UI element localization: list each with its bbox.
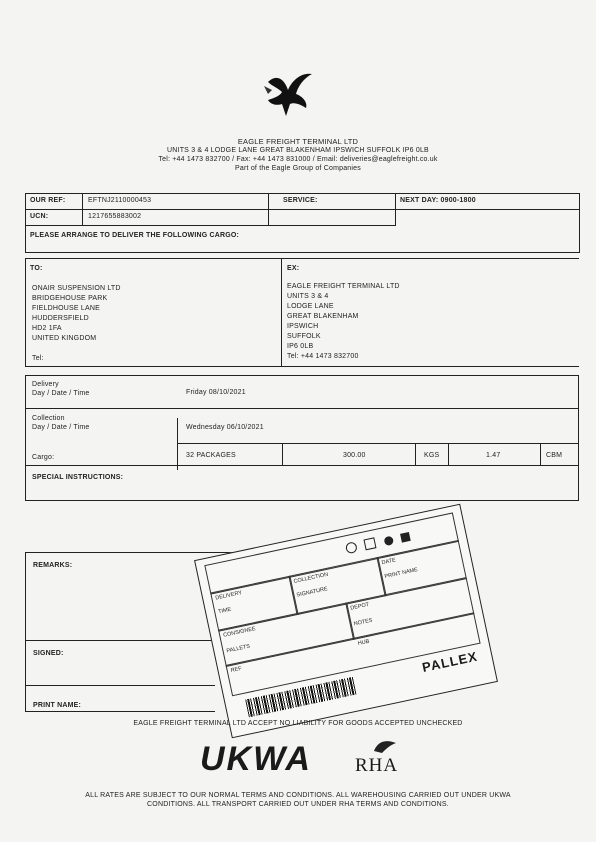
ex-line: EAGLE FREIGHT TERMINAL LTD bbox=[287, 283, 400, 290]
stamp-field: DEPOT bbox=[349, 601, 370, 612]
pallex-label: PALLEX bbox=[420, 648, 480, 675]
stamp-field: DELIVERY bbox=[214, 590, 243, 602]
company-address: UNITS 3 & 4 LODGE LANE GREAT BLAKENHAM IPSWICH SUFFOLK IP6 0LB bbox=[167, 147, 429, 154]
ex-line: LODGE LANE bbox=[287, 303, 334, 310]
service-label: SERVICE: bbox=[283, 197, 318, 204]
special-instructions-label: SPECIAL INSTRUCTIONS: bbox=[32, 474, 124, 481]
ucn-label: UCN: bbox=[30, 213, 49, 220]
rha-emblem-icon bbox=[370, 735, 400, 755]
ukwa-logo: UKWA bbox=[200, 740, 312, 778]
stamp-field: PALLETS bbox=[226, 643, 251, 655]
delivery-label: Delivery bbox=[32, 381, 59, 388]
service-value: NEXT DAY: 0900-1800 bbox=[400, 197, 476, 204]
our-ref-label: OUR REF: bbox=[30, 197, 66, 204]
footer-line-1: ALL RATES ARE SUBJECT TO OUR NORMAL TERMS AND CONDITIONS. ALL WAREHOUSING CARRIED OUT UNDER UKWA bbox=[85, 792, 511, 799]
collection-label: Collection bbox=[32, 415, 65, 422]
cargo-packages: 32 PACKAGES bbox=[186, 452, 236, 459]
our-ref-value: EFTNJ2110000453 bbox=[88, 197, 152, 204]
to-line: FIELDHOUSE LANE bbox=[32, 305, 100, 312]
eagle-logo-icon bbox=[262, 68, 316, 120]
ex-line: IP6 0LB bbox=[287, 343, 314, 350]
square-icon bbox=[364, 537, 377, 550]
print-name-label: PRINT NAME: bbox=[33, 702, 82, 709]
ex-line: SUFFOLK bbox=[287, 333, 321, 340]
ex-label: EX: bbox=[287, 265, 300, 272]
ex-line: IPSWICH bbox=[287, 323, 319, 330]
company-contact: Tel: +44 1473 832700 / Fax: +44 1473 831000 / Email: deliveries@eaglefreight.co.uk bbox=[158, 156, 438, 163]
stamp-field: SIGNATURE bbox=[296, 586, 329, 599]
stamp-field: CONSIGNEE bbox=[222, 626, 257, 639]
rha-logo bbox=[355, 735, 415, 780]
footer-line-2: CONDITIONS. ALL TRANSPORT CARRIED OUT UNDER RHA TERMS AND CONDITIONS. bbox=[147, 801, 449, 808]
ex-line: Tel: +44 1473 832700 bbox=[287, 353, 359, 360]
company-group: Part of the Eagle Group of Companies bbox=[235, 165, 361, 172]
stamp-field: COLLECTION bbox=[293, 571, 329, 585]
stamp-field: PRINT NAME bbox=[384, 567, 419, 580]
to-line: ONAIR SUSPENSION LTD bbox=[32, 285, 121, 292]
circle-icon bbox=[345, 541, 358, 554]
company-name: EAGLE FREIGHT TERMINAL LTD bbox=[237, 137, 359, 146]
pallex-delivery-slip bbox=[194, 504, 498, 739]
to-line: UNITED KINGDOM bbox=[32, 335, 97, 342]
to-line: HUDDERSFIELD bbox=[32, 315, 89, 322]
liability-notice: EAGLE FREIGHT TERMINAL LTD ACCEPT NO LIABILITY FOR GOODS ACCEPTED UNCHECKED bbox=[133, 720, 463, 727]
signed-label: SIGNED: bbox=[33, 650, 64, 657]
stamp-field: TIME bbox=[217, 606, 232, 616]
delivery-value: Friday 08/10/2021 bbox=[186, 389, 246, 396]
square-icon bbox=[400, 532, 411, 543]
collection-sublabel: Day / Date / Time bbox=[32, 424, 90, 431]
cargo-cbm-label: CBM bbox=[546, 452, 563, 459]
stamp-field: NOTES bbox=[353, 617, 374, 628]
stamp-field: HUB bbox=[357, 638, 371, 647]
cargo-weight: 300.00 bbox=[343, 452, 366, 459]
to-label: TO: bbox=[30, 265, 43, 272]
instruction-text: PLEASE ARRANGE TO DELIVER THE FOLLOWING CARGO: bbox=[30, 232, 240, 239]
to-line: BRIDGEHOUSE PARK bbox=[32, 295, 108, 302]
stamp-field: DATE bbox=[381, 557, 397, 567]
cargo-kgs-label: KGS bbox=[424, 452, 440, 459]
remarks-label: REMARKS: bbox=[33, 562, 73, 569]
ucn-value: 1217655883002 bbox=[88, 213, 142, 220]
cargo-label: Cargo: bbox=[32, 454, 55, 461]
circle-icon bbox=[383, 536, 394, 547]
stamp-field: REF bbox=[230, 665, 243, 674]
to-tel-label: Tel: bbox=[32, 355, 44, 362]
to-line: HD2 1FA bbox=[32, 325, 62, 332]
ex-line: UNITS 3 & 4 bbox=[287, 293, 329, 300]
rha-text: RHA bbox=[355, 755, 399, 776]
cargo-volume: 1.47 bbox=[486, 452, 501, 459]
collection-value: Wednesday 06/10/2021 bbox=[186, 424, 264, 431]
delivery-sublabel: Day / Date / Time bbox=[32, 390, 90, 397]
ex-line: GREAT BLAKENHAM bbox=[287, 313, 359, 320]
